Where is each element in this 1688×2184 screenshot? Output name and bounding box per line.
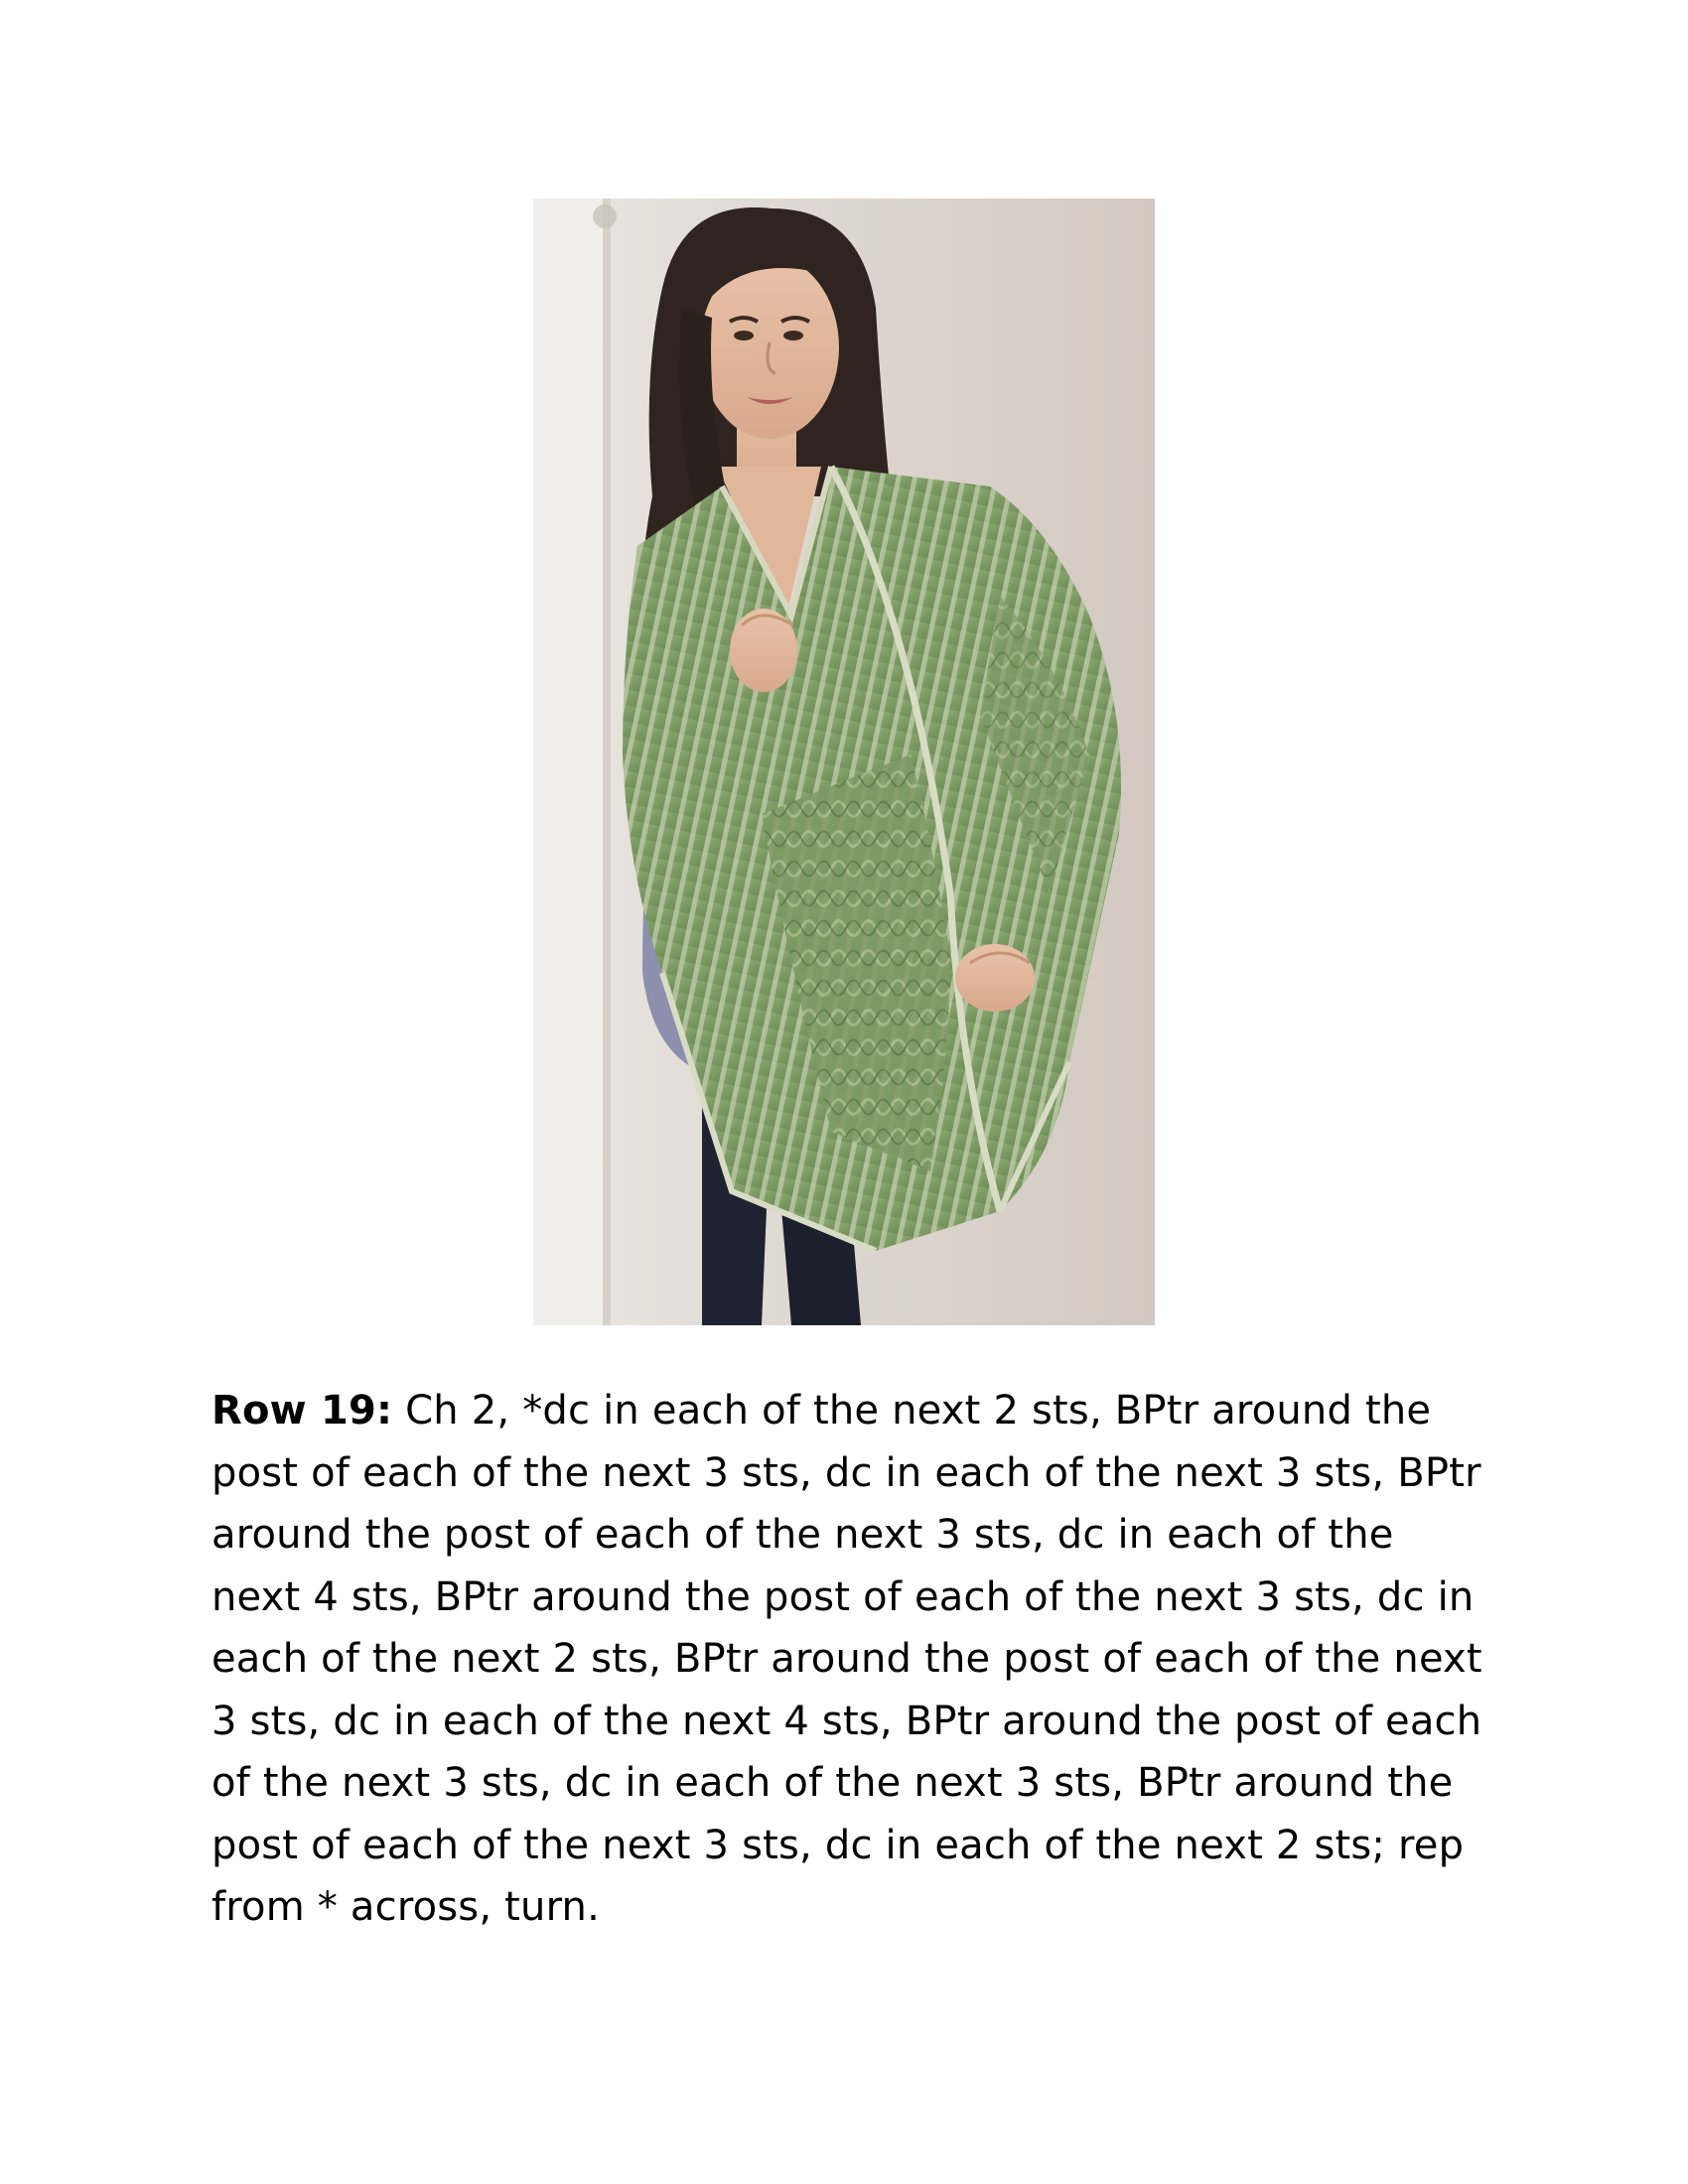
pattern-row-instruction — [211, 1380, 1492, 1939]
model-wearing-green-crochet-wrap-photo — [533, 199, 1155, 1325]
row-label: Row 19: — [211, 1388, 393, 1433]
row-instruction-text: Ch 2, *dc in each of the next 2 sts, BPtr around the post of each of the next 3 sts, dc in each of the next 3 sts, BPtr around the post of each of the next 3 sts, dc in each of the next 4 sts, BPtr around the post of each of the next 3 sts, dc in each of the next 2 sts, BPtr around the post of each of the next 3 sts, dc in each of the next 4 sts, BPtr around the post of each of the next 3 sts, dc in each of the next 3 sts, BPtr around the post of each of the next 3 sts, dc in each of the next 2 sts; rep from * across, turn. — [211, 1388, 1482, 1930]
